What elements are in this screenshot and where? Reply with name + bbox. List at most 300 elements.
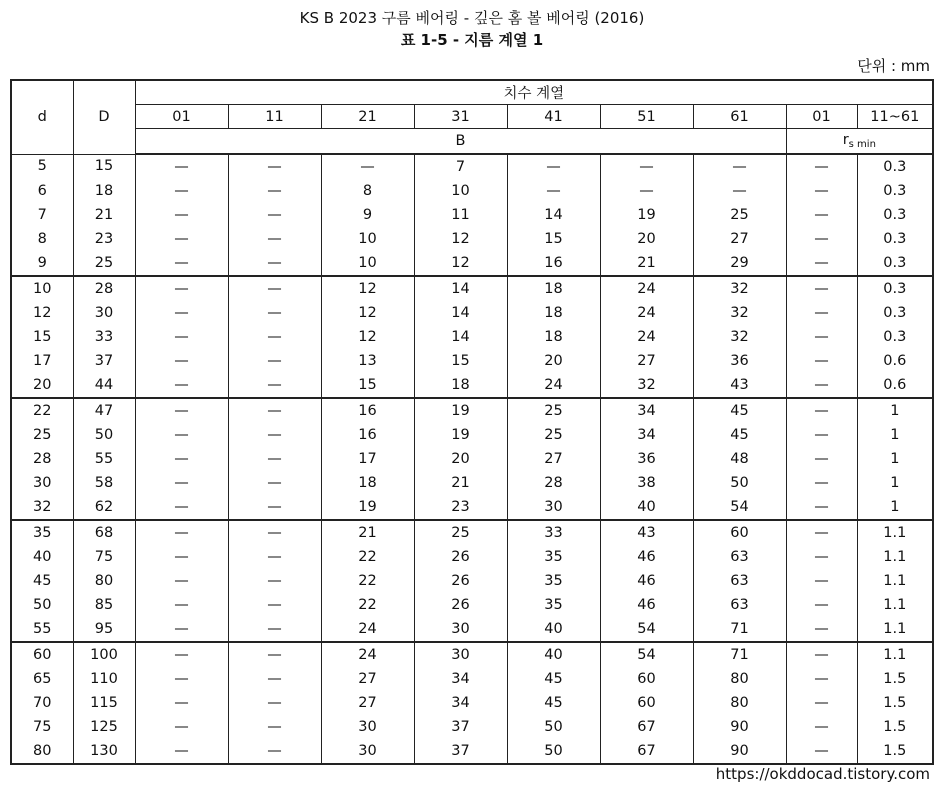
table-row (11, 325, 933, 349)
table-cell: 43 (600, 520, 693, 545)
table-cell: 27 (693, 227, 786, 251)
table-cell: 18 (507, 325, 600, 349)
table-cell: — (786, 593, 857, 617)
table-cell: 10 (321, 251, 414, 276)
unit-label: 단위 : mm (857, 57, 930, 75)
header-d: d (11, 80, 73, 154)
table-cell: 34 (600, 423, 693, 447)
table-cell: — (786, 251, 857, 276)
table-cell: — (228, 203, 321, 227)
table-cell: — (786, 471, 857, 495)
table-cell: 30 (73, 301, 135, 325)
table-cell: 21 (414, 471, 507, 495)
table-cell: — (507, 179, 600, 203)
table-cell: 35 (507, 593, 600, 617)
table-cell: 27 (507, 447, 600, 471)
table-cell: 28 (11, 447, 73, 471)
table-cell: — (228, 325, 321, 349)
table-cell: 14 (414, 301, 507, 325)
table-cell: — (786, 154, 857, 179)
table-cell: 24 (600, 276, 693, 301)
table-cell: — (786, 325, 857, 349)
table-cell: 1 (857, 423, 933, 447)
table-cell: — (786, 739, 857, 764)
header-series-cell: 11 (228, 105, 321, 129)
table-cell: — (228, 617, 321, 642)
table-cell: — (786, 715, 857, 739)
table-cell: — (228, 301, 321, 325)
table-cell: — (228, 569, 321, 593)
table-cell: — (786, 276, 857, 301)
table-cell: 43 (693, 373, 786, 398)
table-cell: 60 (600, 691, 693, 715)
table-cell: 24 (600, 301, 693, 325)
table-cell: — (786, 373, 857, 398)
table-cell: 18 (507, 301, 600, 325)
table-cell: — (135, 691, 228, 715)
table-cell: 1 (857, 398, 933, 423)
table-cell: 1.5 (857, 715, 933, 739)
table-cell: — (786, 495, 857, 520)
table-cell: 45 (507, 667, 600, 691)
table-cell: 25 (693, 203, 786, 227)
document-title: KS B 2023 구름 베어링 - 깊은 홈 볼 베어링 (2016) (299, 9, 645, 27)
rs-symbol: r (842, 132, 849, 148)
table-cell: 45 (507, 691, 600, 715)
table-cell: — (507, 154, 600, 179)
table-cell: — (228, 642, 321, 667)
table-cell: 0.6 (857, 373, 933, 398)
table-cell: — (228, 667, 321, 691)
table-cell: 55 (11, 617, 73, 642)
table-cell: 46 (600, 545, 693, 569)
table-cell: 40 (507, 617, 600, 642)
table-cell: 125 (73, 715, 135, 739)
table-cell: 29 (693, 251, 786, 276)
table-cell: 63 (693, 593, 786, 617)
table-cell: — (135, 349, 228, 373)
table-cell: — (228, 593, 321, 617)
table-cell: 80 (11, 739, 73, 764)
table-cell: 44 (73, 373, 135, 398)
table-cell: — (135, 398, 228, 423)
table-row (11, 447, 933, 471)
table-cell: — (786, 545, 857, 569)
table-row (11, 495, 933, 520)
table-cell: 12 (414, 251, 507, 276)
table-cell: — (786, 569, 857, 593)
table-cell: 71 (693, 642, 786, 667)
table-cell: 1.1 (857, 545, 933, 569)
table-cell: 15 (507, 227, 600, 251)
table-cell: 71 (693, 617, 786, 642)
table-cell: 1.1 (857, 642, 933, 667)
table-cell: — (786, 642, 857, 667)
table-row (11, 642, 933, 667)
table-cell: — (135, 520, 228, 545)
bearing-dimension-table (10, 79, 934, 765)
table-cell: 115 (73, 691, 135, 715)
table-cell: 30 (507, 495, 600, 520)
table-cell: 32 (11, 495, 73, 520)
table-cell: 21 (600, 251, 693, 276)
table-cell: 16 (321, 398, 414, 423)
table-cell: 85 (73, 593, 135, 617)
table-row (11, 203, 933, 227)
table-cell: — (135, 617, 228, 642)
table-cell: 30 (11, 471, 73, 495)
table-cell: 60 (11, 642, 73, 667)
table-cell: 55 (73, 447, 135, 471)
table-cell: 26 (414, 593, 507, 617)
table-cell: — (228, 423, 321, 447)
table-cell: 25 (507, 423, 600, 447)
table-cell: — (228, 471, 321, 495)
table-cell: 20 (507, 349, 600, 373)
table-row (11, 179, 933, 203)
header-series-cell: 31 (414, 105, 507, 129)
table-cell: 5 (11, 154, 73, 179)
table-cell: — (135, 495, 228, 520)
table-cell: 100 (73, 642, 135, 667)
table-cell: 68 (73, 520, 135, 545)
table-cell: 32 (693, 301, 786, 325)
table-cell: — (228, 520, 321, 545)
table-cell: 19 (600, 203, 693, 227)
table-cell: — (228, 715, 321, 739)
table-cell: 80 (693, 691, 786, 715)
table-cell: 19 (414, 423, 507, 447)
table-cell: 30 (414, 642, 507, 667)
table-cell: 26 (414, 569, 507, 593)
table-row (11, 569, 933, 593)
table-cell: 60 (600, 667, 693, 691)
table-cell: 28 (507, 471, 600, 495)
table-cell: — (135, 325, 228, 349)
header-series-cell: 01 (786, 105, 857, 129)
table-cell: 17 (321, 447, 414, 471)
table-row (11, 617, 933, 642)
table-cell: — (228, 495, 321, 520)
table-cell: 0.3 (857, 325, 933, 349)
table-cell: — (135, 642, 228, 667)
table-cell: — (600, 154, 693, 179)
table-cell: 46 (600, 593, 693, 617)
table-cell: 1 (857, 495, 933, 520)
table-cell: 80 (73, 569, 135, 593)
table-cell: 0.3 (857, 301, 933, 325)
table-cell: — (228, 398, 321, 423)
table-cell: — (228, 227, 321, 251)
table-cell: 25 (414, 520, 507, 545)
table-cell: 35 (507, 545, 600, 569)
table-cell: 0.3 (857, 227, 933, 251)
table-cell: 24 (321, 617, 414, 642)
table-cell: 8 (321, 179, 414, 203)
table-cell: 110 (73, 667, 135, 691)
table-cell: 40 (11, 545, 73, 569)
table-cell: 12 (414, 227, 507, 251)
table-cell: 16 (507, 251, 600, 276)
table-cell: — (228, 691, 321, 715)
table-cell: 18 (321, 471, 414, 495)
table-cell: — (228, 276, 321, 301)
table-cell: — (135, 423, 228, 447)
table-cell: — (786, 691, 857, 715)
table-cell: 1 (857, 471, 933, 495)
table-row (11, 154, 933, 179)
table-cell: 24 (600, 325, 693, 349)
table-cell: 22 (321, 545, 414, 569)
table-cell: 14 (414, 325, 507, 349)
table-cell: 63 (693, 569, 786, 593)
table-cell: — (135, 301, 228, 325)
table-cell: 1.5 (857, 691, 933, 715)
table-cell: 90 (693, 715, 786, 739)
table-cell: 40 (600, 495, 693, 520)
table-row (11, 423, 933, 447)
table-cell: 19 (321, 495, 414, 520)
table-cell: 63 (693, 545, 786, 569)
table-cell: 10 (414, 179, 507, 203)
table-row (11, 398, 933, 423)
table-cell: 20 (11, 373, 73, 398)
table-cell: — (135, 373, 228, 398)
table-cell: 54 (693, 495, 786, 520)
table-cell: 50 (507, 715, 600, 739)
table-cell: — (786, 179, 857, 203)
table-cell: — (786, 447, 857, 471)
table-cell: 35 (11, 520, 73, 545)
table-cell: 25 (11, 423, 73, 447)
source-url: https://okddocad.tistory.com (715, 765, 930, 783)
table-row (11, 373, 933, 398)
table-cell: — (135, 276, 228, 301)
table-cell: — (135, 447, 228, 471)
table-cell: 0.3 (857, 203, 933, 227)
table-cell: — (135, 667, 228, 691)
table-cell: — (135, 739, 228, 764)
table-cell: 1.1 (857, 617, 933, 642)
header-rs-min (786, 129, 933, 155)
table-cell: 0.3 (857, 154, 933, 179)
table-row (11, 301, 933, 325)
table-cell: — (135, 179, 228, 203)
table-cell: 37 (414, 715, 507, 739)
table-cell: — (786, 617, 857, 642)
table-cell: — (228, 373, 321, 398)
table-cell: 25 (73, 251, 135, 276)
table-cell: — (135, 251, 228, 276)
table-cell: 45 (693, 398, 786, 423)
table-cell: 15 (321, 373, 414, 398)
table-cell: 38 (600, 471, 693, 495)
table-cell: 23 (414, 495, 507, 520)
table-row (11, 520, 933, 545)
table-cell: — (321, 154, 414, 179)
table-cell: 21 (321, 520, 414, 545)
table-cell: 26 (414, 545, 507, 569)
table-cell: — (135, 569, 228, 593)
table-cell: — (786, 301, 857, 325)
table-cell: 95 (73, 617, 135, 642)
table-cell: 16 (321, 423, 414, 447)
table-cell: 36 (693, 349, 786, 373)
table-cell: 40 (507, 642, 600, 667)
table-cell: 30 (321, 715, 414, 739)
table-cell: 22 (321, 593, 414, 617)
table-cell: 67 (600, 715, 693, 739)
table-cell: 75 (73, 545, 135, 569)
table-cell: 34 (600, 398, 693, 423)
table-cell: 11 (414, 203, 507, 227)
header-series-cell: 51 (600, 105, 693, 129)
table-cell: 18 (73, 179, 135, 203)
table-cell: 23 (73, 227, 135, 251)
table-cell: 7 (11, 203, 73, 227)
table-cell: — (693, 179, 786, 203)
table-row (11, 715, 933, 739)
table-cell: 27 (321, 691, 414, 715)
table-cell: — (135, 593, 228, 617)
table-cell: 18 (414, 373, 507, 398)
table-cell: 36 (600, 447, 693, 471)
table-cell: 75 (11, 715, 73, 739)
table-cell: 30 (414, 617, 507, 642)
table-cell: — (228, 545, 321, 569)
table-cell: 0.3 (857, 276, 933, 301)
table-cell: 130 (73, 739, 135, 764)
table-cell: 20 (600, 227, 693, 251)
table-cell: 9 (321, 203, 414, 227)
table-cell: — (786, 227, 857, 251)
table-cell: 12 (321, 301, 414, 325)
table-cell: 54 (600, 642, 693, 667)
table-cell: 90 (693, 739, 786, 764)
table-cell: 54 (600, 617, 693, 642)
table-cell: 65 (11, 667, 73, 691)
table-cell: 27 (321, 667, 414, 691)
header-B: B (135, 129, 786, 155)
table-row (11, 227, 933, 251)
table-cell: 50 (693, 471, 786, 495)
table-cell: 1.1 (857, 520, 933, 545)
table-cell: 50 (11, 593, 73, 617)
table-subtitle: 표 1-5 - 지름 계열 1 (400, 31, 544, 49)
table-cell: 21 (73, 203, 135, 227)
table-cell: 25 (507, 398, 600, 423)
table-cell: 1.1 (857, 593, 933, 617)
table-cell: 10 (11, 276, 73, 301)
table-cell: 50 (507, 739, 600, 764)
table-cell: 50 (73, 423, 135, 447)
table-cell: — (228, 739, 321, 764)
table-cell: — (228, 447, 321, 471)
table-cell: 15 (11, 325, 73, 349)
table-cell: 19 (414, 398, 507, 423)
table-cell: 14 (414, 276, 507, 301)
table-cell: 62 (73, 495, 135, 520)
table-cell: 7 (414, 154, 507, 179)
table-cell: 17 (11, 349, 73, 373)
table-cell: 10 (321, 227, 414, 251)
table-cell: — (786, 398, 857, 423)
table-row (11, 691, 933, 715)
table-cell: 34 (414, 691, 507, 715)
table-cell: 60 (693, 520, 786, 545)
table-cell: — (693, 154, 786, 179)
table-cell: 37 (414, 739, 507, 764)
table-cell: 33 (73, 325, 135, 349)
table-row (11, 251, 933, 276)
table-cell: 70 (11, 691, 73, 715)
header-series-cell: 11~61 (857, 105, 933, 129)
table-cell: 1.5 (857, 667, 933, 691)
table-cell: 6 (11, 179, 73, 203)
table-cell: — (135, 203, 228, 227)
header-dimension-series: 치수 계열 (135, 80, 933, 105)
table-cell: 30 (321, 739, 414, 764)
table-cell: 32 (693, 276, 786, 301)
table-cell: 48 (693, 447, 786, 471)
table-cell: 20 (414, 447, 507, 471)
table-cell: 0.6 (857, 349, 933, 373)
table-cell: — (135, 154, 228, 179)
table-cell: — (786, 349, 857, 373)
table-cell: 12 (321, 325, 414, 349)
table-cell: — (786, 423, 857, 447)
table-cell: 28 (73, 276, 135, 301)
header-series-cell: 01 (135, 105, 228, 129)
table-row (11, 593, 933, 617)
table-cell: 24 (507, 373, 600, 398)
header-series-cell: 61 (693, 105, 786, 129)
table-cell: 34 (414, 667, 507, 691)
table-cell: 67 (600, 739, 693, 764)
table-cell: 1.1 (857, 569, 933, 593)
table-cell: 47 (73, 398, 135, 423)
table-cell: 1.5 (857, 739, 933, 764)
table-cell: 46 (600, 569, 693, 593)
table-cell: 24 (321, 642, 414, 667)
table-cell: — (786, 520, 857, 545)
header-D: D (73, 80, 135, 154)
table-cell: — (786, 667, 857, 691)
table-cell: — (135, 227, 228, 251)
table-cell: — (135, 715, 228, 739)
table-cell: 33 (507, 520, 600, 545)
header-series-cell: 41 (507, 105, 600, 129)
table-cell: 45 (693, 423, 786, 447)
table-row (11, 349, 933, 373)
table-row (11, 739, 933, 764)
table-cell: — (228, 179, 321, 203)
table-cell: — (786, 203, 857, 227)
table-cell: 1 (857, 447, 933, 471)
table-cell: — (228, 251, 321, 276)
table-cell: 32 (693, 325, 786, 349)
table-cell: 18 (507, 276, 600, 301)
table-cell: 15 (414, 349, 507, 373)
table-cell: 22 (321, 569, 414, 593)
table-cell: 27 (600, 349, 693, 373)
table-row (11, 471, 933, 495)
table-cell: 12 (321, 276, 414, 301)
rs-subscript: s min (848, 139, 876, 150)
table-cell: 0.3 (857, 251, 933, 276)
table-cell: — (135, 471, 228, 495)
table-cell: 58 (73, 471, 135, 495)
